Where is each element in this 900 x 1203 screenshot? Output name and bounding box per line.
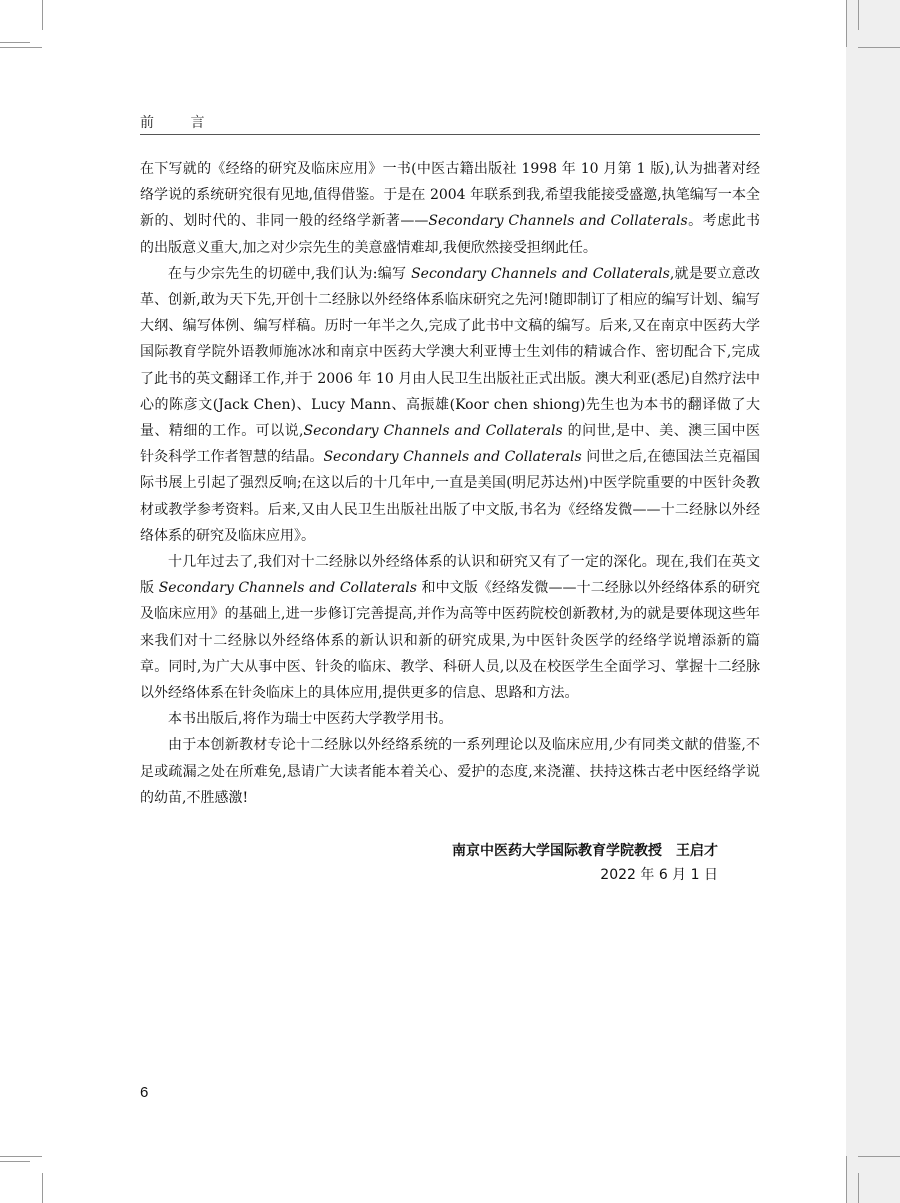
body-paragraph [140, 156, 760, 261]
signature-date: 2022 年 6 月 1 日 [600, 867, 718, 883]
text-run: 十几年过去了,我们对十二经脉以外经络体系的认识和研究又有了一定的深化。现在,我们在英文版 [140, 554, 760, 597]
text-run: 由于本创新教材专论十二经脉以外经络系统的一系列理论以及临床应用,少有同类文献的借鉴,不足或疏漏之处在所难免,恳请广大读者能本着关心、爱护的态度,来浇灌、扶持这株古老中医经络学说的幼苗,不胜感激! [140, 737, 760, 806]
text-run: 在与少宗先生的切磋中,我们认为:编写 [168, 265, 412, 282]
crop-mark [846, 0, 847, 47]
crop-mark [0, 1161, 30, 1162]
text-run: 在下写就的《经络的研究及临床应用》一书(中医古籍出版社 1998 年 10 月第 1 版),认为拙著对经络学说的系统研究很有见地,值得借鉴。于是在 2004 年联系到我,希望我能接受盛邀,执笔编写一本全新的、划时代的、非同一般的经络学新著—— [140, 161, 760, 230]
header-rule [140, 134, 760, 135]
crop-mark [0, 42, 30, 43]
text-run: 。考虑此书的出版意义重大,加之对少宗先生的美意盛情难却,我便欣然接受担纲此任。 [140, 213, 761, 256]
body-text [140, 156, 760, 811]
body-paragraph [140, 706, 760, 732]
book-title-italic: Secondary Channels and Collaterals [158, 580, 417, 597]
crop-mark [858, 1173, 859, 1203]
crop-mark [42, 0, 43, 30]
page-edge-shadow [846, 0, 900, 1203]
crop-mark [0, 47, 42, 48]
body-paragraph [140, 261, 760, 549]
text-run: 本书出版后,将作为瑞士中医药大学教学用书。 [168, 711, 453, 728]
crop-mark [846, 1156, 847, 1203]
running-header: 前 言 [140, 115, 221, 131]
crop-mark [858, 1156, 900, 1157]
crop-mark [42, 1173, 43, 1203]
crop-mark [0, 1156, 42, 1157]
page-number: 6 [140, 1084, 149, 1101]
book-title-italic: Secondary Channels and Collaterals [303, 423, 563, 440]
crop-mark [858, 0, 859, 30]
text-run: 问世之后,在德国法兰克福国际书展上引起了强烈反响;在这以后的十几年中,一直是美国(明尼苏达州)中医学院重要的中医针灸教材或教学参考资料。后来,又由人民卫生出版社出版了中文版,书名为《经络发微——十二经脉以外经络体系的研究及临床应用》。 [140, 449, 761, 544]
text-run: 的问世,是中、美、澳三国中医针灸科学工作者智慧的结晶。 [140, 423, 761, 466]
body-paragraph [140, 549, 760, 706]
book-title-italic: Secondary Channels and Collaterals [428, 213, 688, 230]
body-paragraph [140, 732, 760, 811]
text-run: 和中文版《经络发微——十二经脉以外经络体系的研究及临床应用》的基础上,进一步修订完善提高,并作为高等中医药院校创新教材,为的就是要体现这些年来我们对十二经脉以外经络体系的新认识和新的研究成果,为中医针灸医学的经络学说增添新的篇章。同时,为广大从事中医、针灸的临床、教学、科研人员,以及在校医学生全面学习、掌握十二经脉以外经络体系在针灸临床上的具体应用,提供更多的信息、思路和方法。 [140, 580, 761, 702]
book-title-italic: Secondary Channels and Collaterals [411, 265, 670, 282]
crop-mark [858, 47, 900, 48]
author-signature: 南京中医药大学国际教育学院教授 王启才 [452, 843, 718, 859]
book-title-italic: Secondary Channels and Collaterals [323, 449, 582, 466]
text-run: ,就是要立意改革、创新,敢为天下先,开创十二经脉以外经络体系临床研究之先河!随即制订了相应的编写计划、编写大纲、编写体例、编写样稿。历时一年半之久,完成了此书中文稿的编写。后来,又在南京中医药大学国际教育学院外语教师施冰冰和南京中医药大学澳大利亚博士生刘伟的精诚合作、密切配合下,完成了此书的英文翻译工作,并于 2006 年 10 月由人民卫生出版社正式出版。澳大利亚(悉尼)自然疗法中心的陈彦文(Jack Chen)、Lucy Mann、高振雄(Koor chen shiong)先生也为本书的翻译做了大量、精细的工作。可以说, [140, 265, 761, 440]
